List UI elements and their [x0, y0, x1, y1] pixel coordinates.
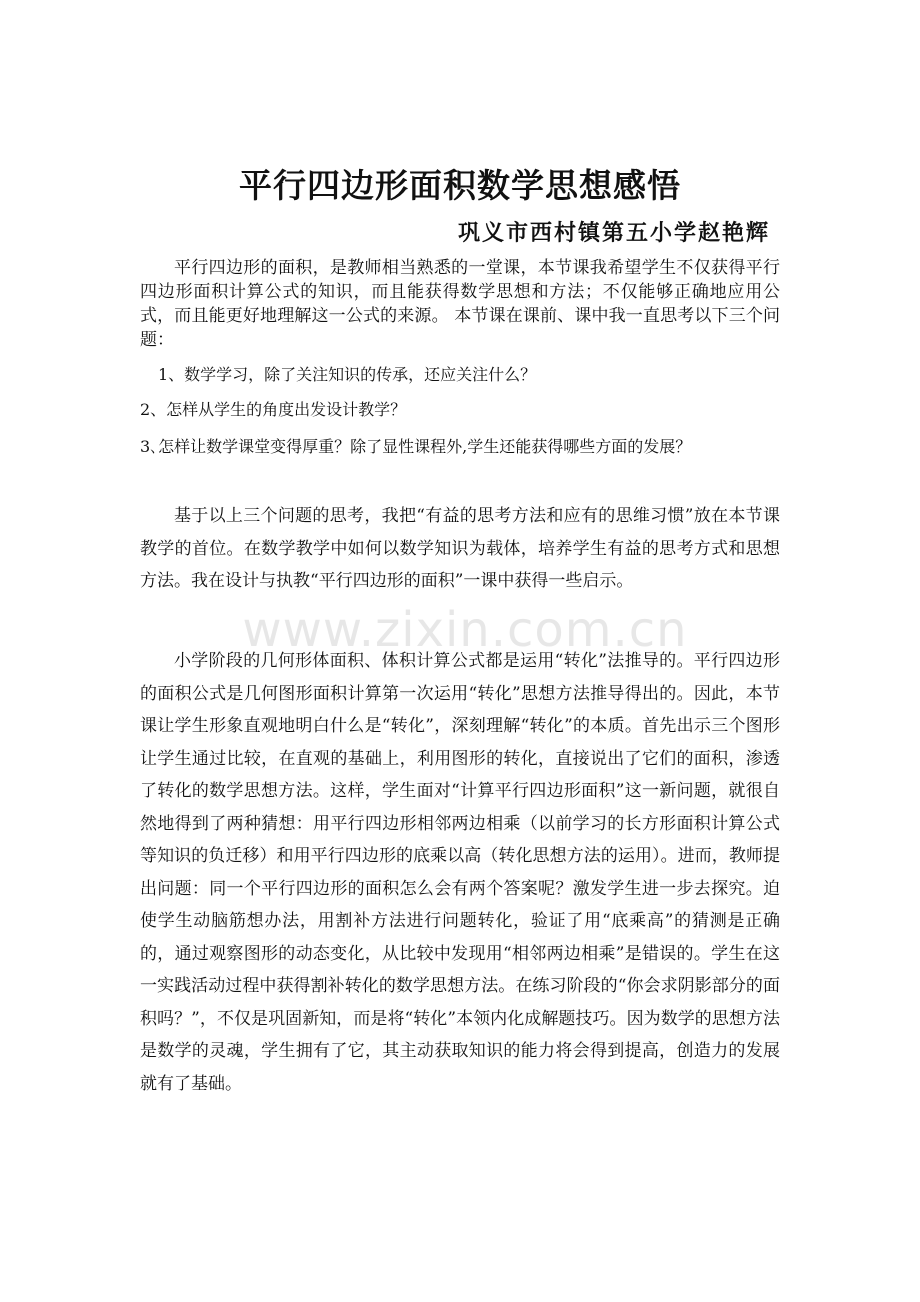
document-title: 平行四边形面积数学思想感悟: [239, 166, 681, 205]
body-paragraph-3: 小学阶段的几何形体面积、体积计算公式都是运用“转化”法推导的。平行四边形的面积公式是几何图形面积计算第一次运用“转化”思想方法推导得出的。因此，本节课让学生形象直观地明白什么是“转化”，深刻理解“转化”的本质。首先出示三个图形让学生通过比较，在直观的基础上，利用图形的转化，直接说出了它们的面积，渗透了转化的数学思想方法。这样，学生面对“计算平行四边形面积”这一新问题，就很自然地得到了两种猜想：用平行四边形相邻两边相乘（以前学习的长方形面积计算公式等知识的负迁移）和用平行四边形的底乘以高（转化思想方法的运用）。进而，教师提出问题：同一个平行四边形的面积怎么会有两个答案呢？激发学生进一步去探究。迫使学生动脑筋想办法，用割补方法进行问题转化，验证了用“底乘高”的猜测是正确的，通过观察图形的动态变化，从比较中发现用“相邻两边相乘”是错误的。学生在这一实践活动过程中获得割补转化的数学思想方法。在练习阶段的“你会求阴影部分的面积吗？”，不仅是巩固新知，而是将“转化”本领内化成解题技巧。因为数学的思想方法是数学的灵魂，学生拥有了它，其主动获取知识的能力将会得到提高，创造力的发展就有了基础。: [140, 651, 780, 1094]
watermark: www.zixin.com.cn: [242, 602, 688, 658]
author-line: 巩义市西村镇第五小学赵艳辉: [457, 220, 770, 246]
question-2: 2、怎样从学生的角度出发设计教学？: [140, 400, 407, 419]
body-paragraph-2: 基于以上三个问题的思考，我把“有益的思考方法和应有的思维习惯”放在本节课教学的首位。在数学教学中如何以数学知识为载体，培养学生有益的思考方式和思想方法。我在设计与执教“平行四边形的面积”一课中获得一些启示。: [140, 506, 780, 591]
question-1: 1、数学学习，除了关注知识的传承，还应关注什么？: [158, 365, 537, 384]
question-3: 3､怎样让数学课堂变得厚重？除了显性课程外,学生还能获得哪些方面的发展？: [140, 437, 692, 456]
intro-paragraph: 平行四边形的面积，是教师相当熟悉的一堂课，本节课我希望学生不仅获得平行四边形面积计算公式的知识，而且能获得数学思想和方法；不仅能够正确地应用公式，而且能更好地理解这一公式的来源。 本节课在课前、课中我一直思考以下三个问题：: [140, 258, 780, 350]
